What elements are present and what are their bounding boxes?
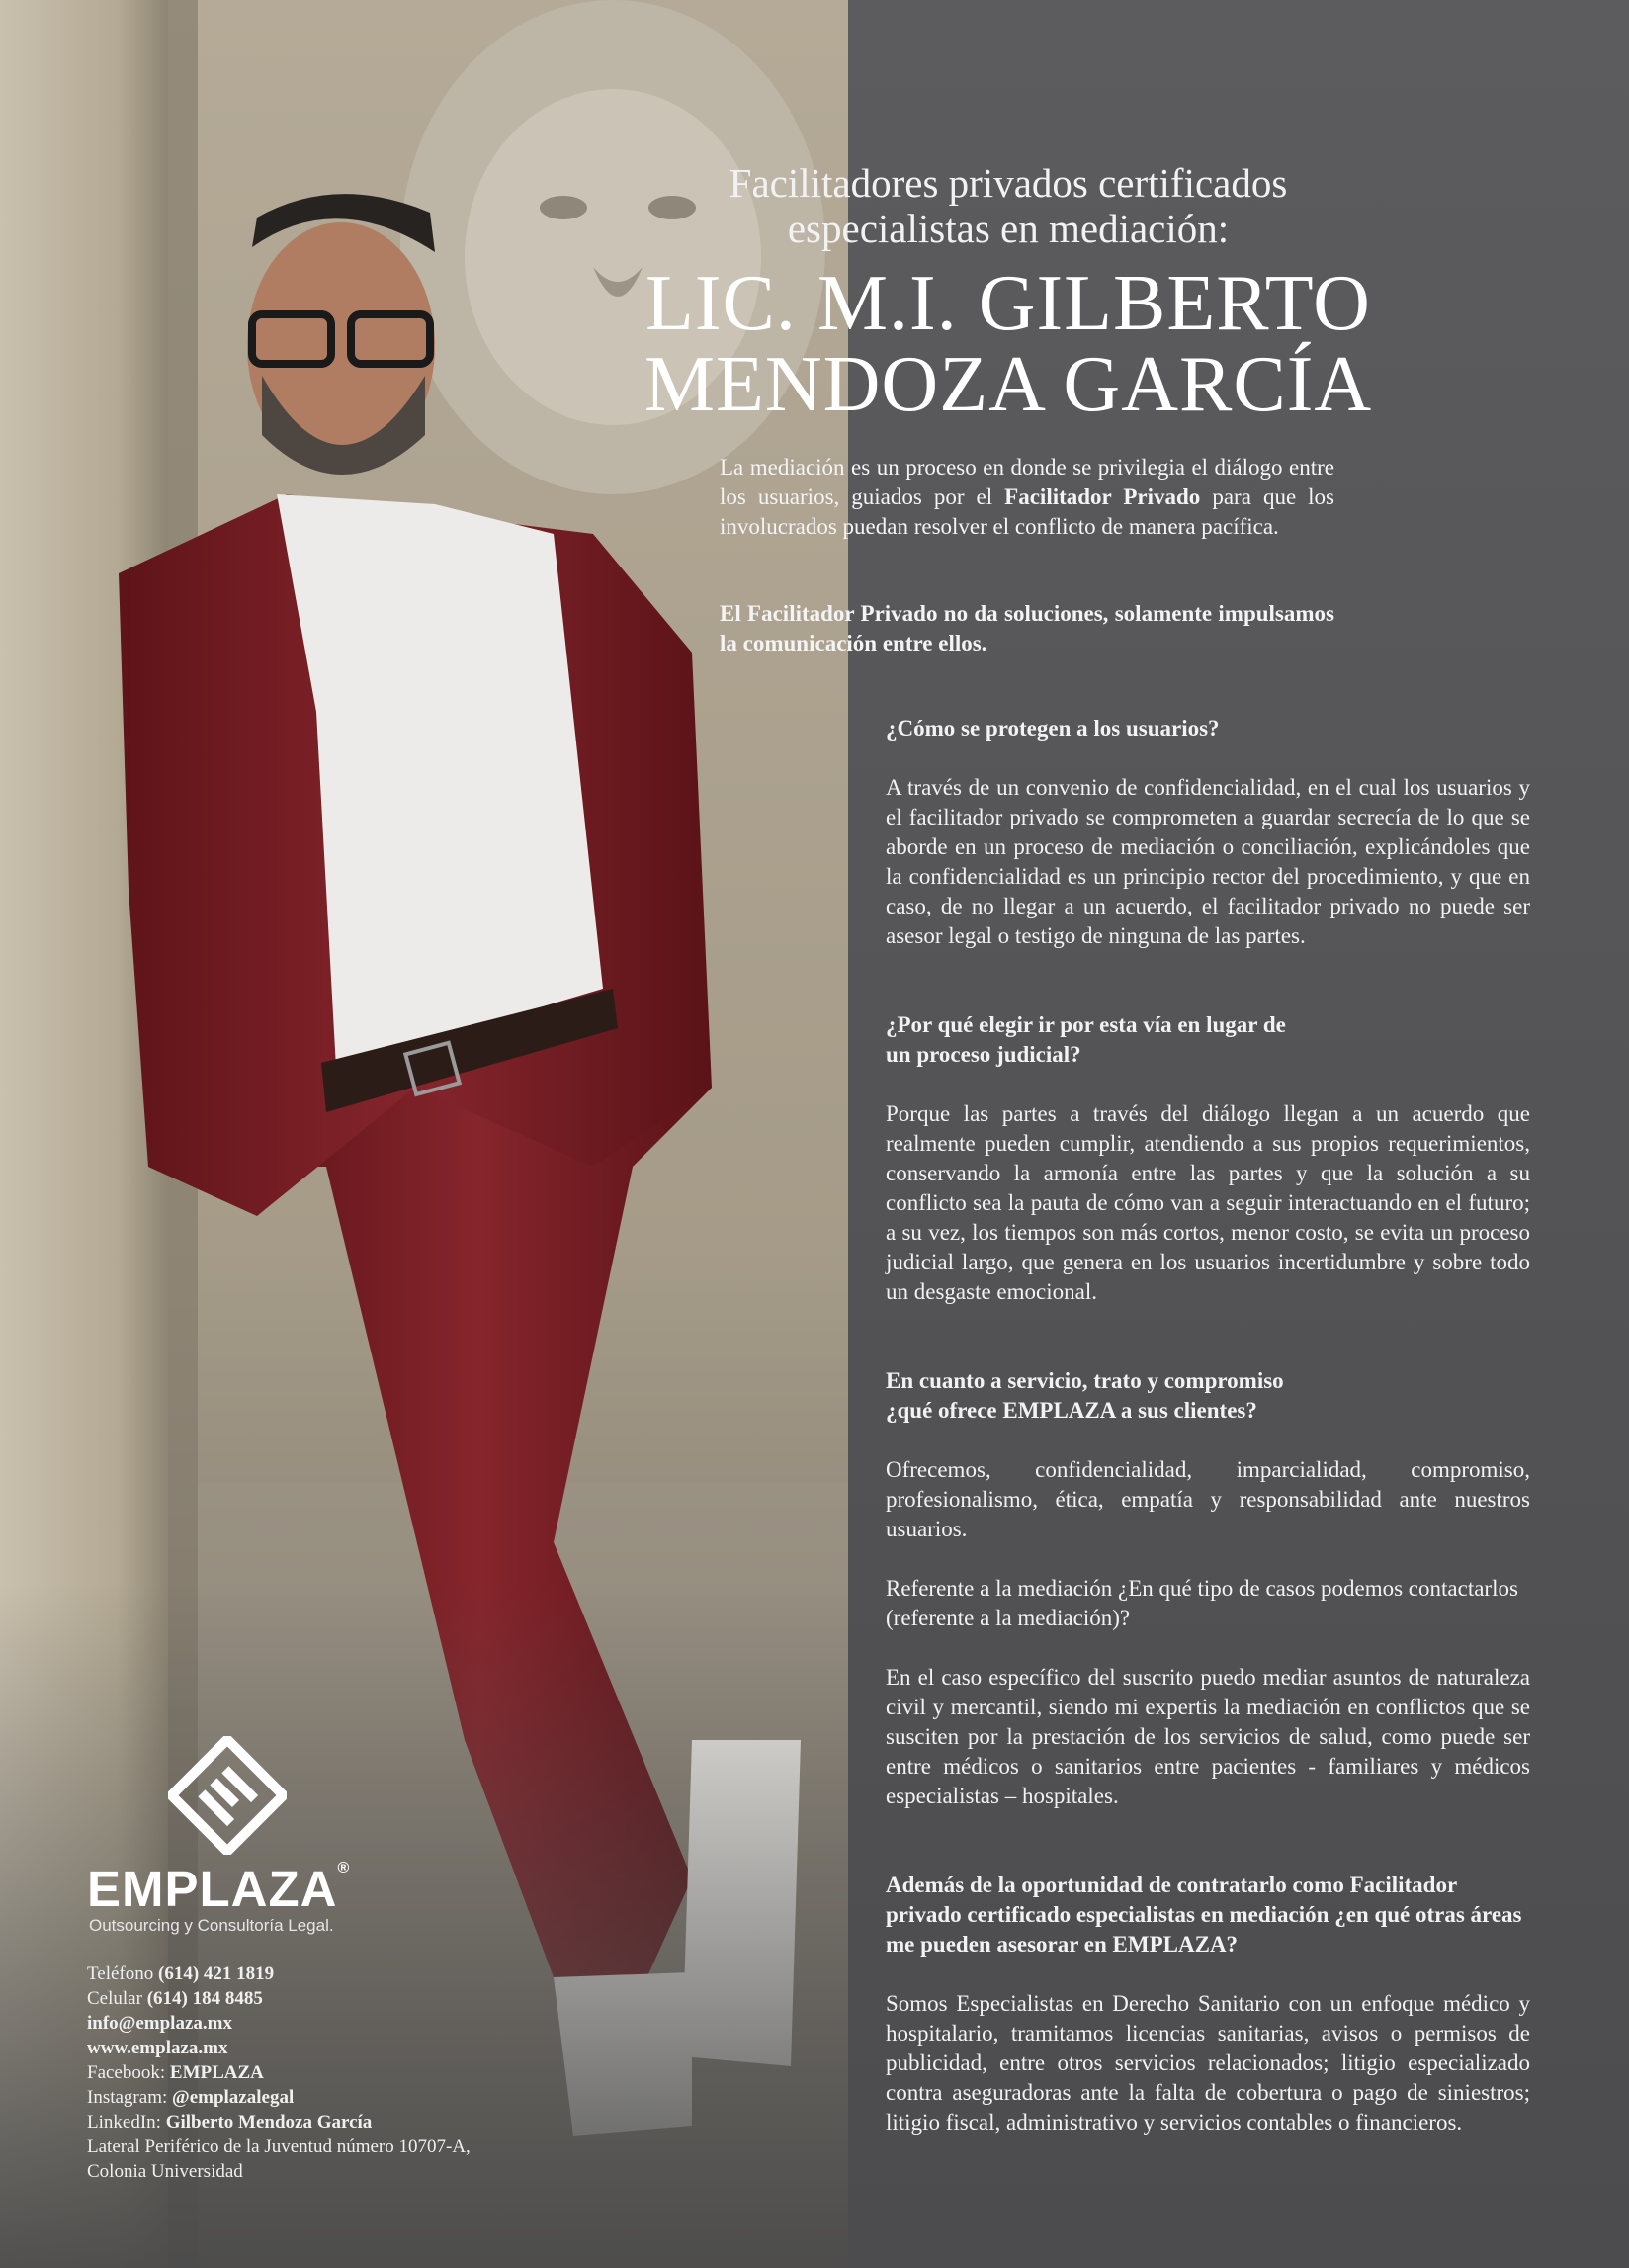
cell-row bbox=[87, 1986, 581, 2011]
instagram-value[interactable]: @emplazalegal bbox=[172, 2087, 295, 2108]
phone-row bbox=[87, 1962, 581, 1986]
answer-3: Ofrecemos, confidencialidad, imparcialidad, compromiso, profesionalismo, ética, empatía y responsabilidad ante nuestros usuarios. bbox=[886, 1457, 1530, 1541]
question-3-line-1: En cuanto a servicio, trato y compromiso bbox=[886, 1368, 1284, 1393]
question-2-line-2: un proceso judicial? bbox=[886, 1042, 1081, 1067]
instagram-row bbox=[87, 2085, 581, 2110]
email-link[interactable]: info@emplaza.mx bbox=[87, 2013, 232, 2034]
question-2-line-1: ¿Por qué elegir ir por esta vía en lugar de bbox=[886, 1012, 1286, 1037]
linkedin-label: LinkedIn: bbox=[87, 2112, 161, 2133]
linkedin-row bbox=[87, 2110, 581, 2135]
facebook-row bbox=[87, 2060, 581, 2085]
name-line-2: MENDOZA GARCÍA bbox=[643, 341, 1373, 428]
emplaza-mark-icon bbox=[168, 1736, 287, 1855]
subtitle-line-1: Facilitadores privados certificados bbox=[729, 160, 1288, 206]
answer-4: En el caso específico del suscrito puedo mediar asuntos de naturaleza civil y mercantil, siendo mi expertis la mediación en conflictos que se susciten por la prestación de los servicios de salud, como puede ser entre médicos o sanitarios entre pacientes - familiares y médicos especialistas – hospitales. bbox=[886, 1665, 1530, 1808]
facebook-label: Facebook: bbox=[87, 2062, 166, 2083]
registered-mark: ® bbox=[337, 1860, 351, 1876]
address-line-2: Colonia Universidad bbox=[87, 2161, 243, 2182]
intro-paragraph-1 bbox=[720, 453, 1334, 542]
logo-tagline: Outsourcing y Consultoría Legal. bbox=[89, 1916, 334, 1935]
question-4: Referente a la mediación ¿En qué tipo de casos podemos contactarlos (referente a la mediación)? bbox=[886, 1576, 1518, 1630]
answer-2: Porque las partes a través del diálogo llegan a un acuerdo que realmente pueden cumplir, atendiendo a sus propios requerimientos, conservando la armonía entre las partes y que la solución a su conflicto sea la pauta de cómo van a seguir interactuando en el futuro; a su vez, los tiempos son más cortos, menor costo, se evita un proceso judicial largo, que genera en los usuarios incertidumbre y sobre todo un desgaste emocional. bbox=[886, 1101, 1530, 1304]
intro-text-bold: Facilitador Privado bbox=[1004, 484, 1201, 509]
intro-text-end: para que los involucrados puedan resolver el conflicto de manera pacífica. bbox=[720, 484, 1335, 539]
subtitle-line-2: especialistas en mediación: bbox=[787, 206, 1230, 251]
cell-label: Celular bbox=[87, 1988, 142, 2009]
intro-text-start: La mediación es un proceso en donde se privilegia el diálogo entre los usuarios, guiados por el bbox=[720, 455, 1334, 509]
linkedin-value[interactable]: Gilberto Mendoza García bbox=[165, 2112, 373, 2133]
answer-5: Somos Especialistas en Derecho Sanitario con un enfoque médico y hospitalario, tramitamos licencias sanitarias, avisos o permisos de publicidad, entre otros servicios relacionados; litigio especializado contra aseguradoras ante la falta de cobertura o pago de siniestros; litigio fiscal, administrativo y servicios contables o financieros. bbox=[886, 1991, 1530, 2135]
web-row bbox=[87, 2036, 581, 2060]
address-line-1: Lateral Periférico de la Juventud número 10707-A, bbox=[87, 2137, 471, 2157]
question-1: ¿Cómo se protegen a los usuarios? bbox=[886, 716, 1220, 741]
question-3 bbox=[886, 1366, 1530, 1426]
question-5: Además de la oportunidad de contratarlo como Facilitador privado certificado especialistas en mediación ¿en qué otras áreas me pueden asesorar en EMPLAZA? bbox=[886, 1873, 1522, 1957]
logo-brand: EMPLAZA bbox=[87, 1861, 338, 1917]
cell-value[interactable]: (614) 184 8485 bbox=[146, 1988, 263, 2009]
question-2 bbox=[886, 1010, 1530, 1070]
phone-value[interactable]: (614) 421 1819 bbox=[158, 1963, 275, 1984]
phone-label: Teléfono bbox=[87, 1963, 154, 1984]
website-link[interactable]: www.emplaza.mx bbox=[87, 2038, 228, 2058]
question-3-line-2: ¿qué ofrece EMPLAZA a sus clientes? bbox=[886, 1398, 1257, 1423]
facebook-value[interactable]: EMPLAZA bbox=[169, 2062, 264, 2083]
logo-wordmark bbox=[87, 1860, 350, 1918]
intro-paragraph-2: El Facilitador Privado no da soluciones, solamente impulsamos la comunicación entre ellos. bbox=[720, 601, 1334, 655]
email-row bbox=[87, 2011, 581, 2036]
instagram-label: Instagram: bbox=[87, 2087, 168, 2108]
contact-info bbox=[87, 1962, 581, 2184]
name-line-1: LIC. M.I. GILBERTO bbox=[645, 260, 1371, 347]
answer-1: A través de un convenio de confidencialidad, en el cual los usuarios y el facilitador privado se comprometen a guardar secrecía de lo que se aborde en un proceso de mediación o conciliación, explicándoles que la confidencialidad es un principio rector del procedimiento, y que en caso, de no llegar a un acuerdo, el facilitador privado no puede ser asesor legal o testigo de ninguna de las partes. bbox=[886, 775, 1530, 948]
